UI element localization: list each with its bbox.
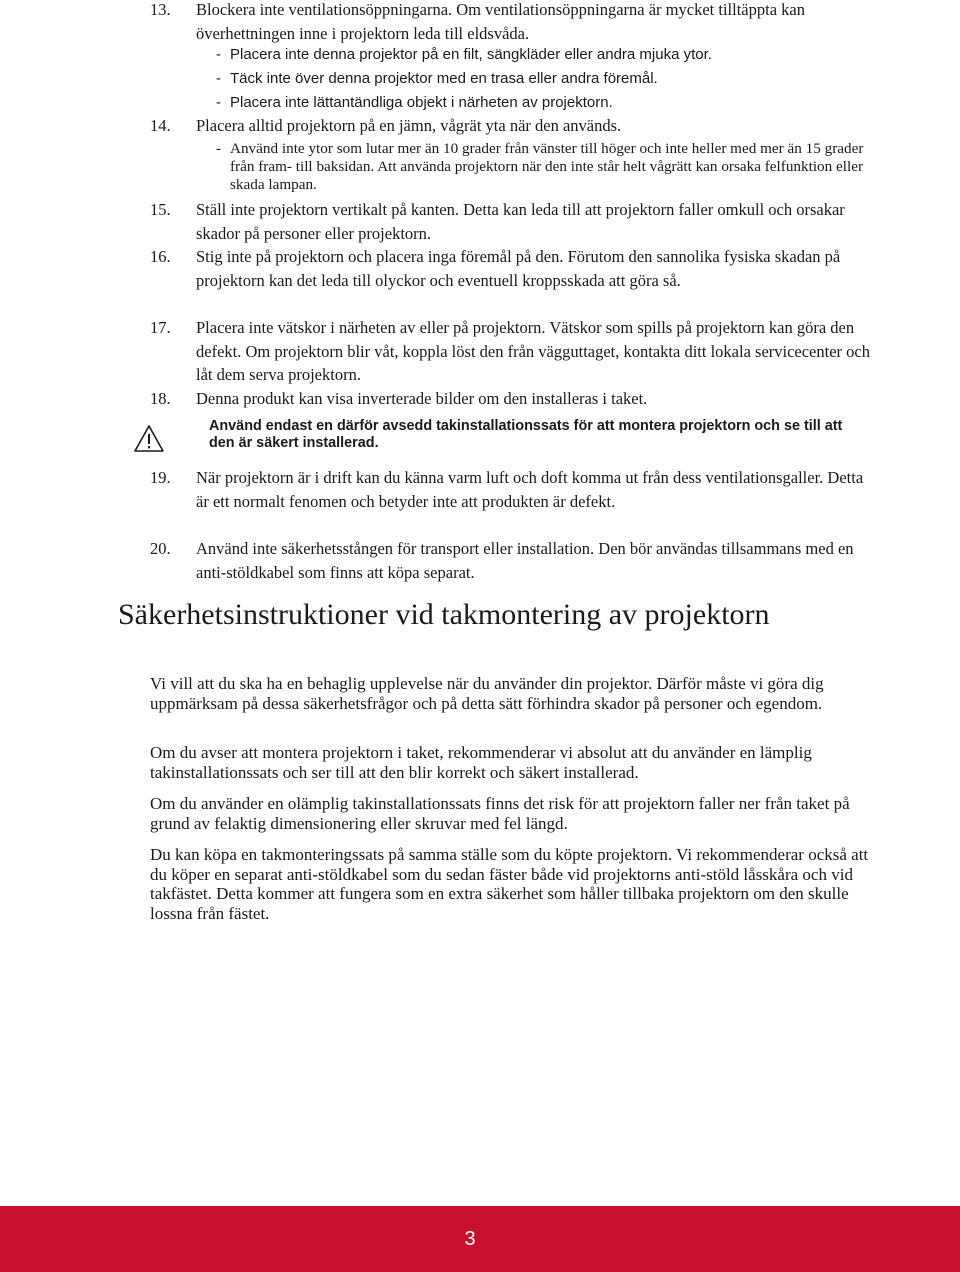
paragraph: Du kan köpa en takmonteringssats på samma ställe som du köpte projektorn. Vi rekommenderar också att du köper en separat anti-stöldkabel som du sedan fäster både vid projektorns anti-stöld låsskåra och vid takfästet. Detta kommer att fungera som en extra säkerhet som håller tillbaka projektorn om den skulle lossna från fästet. [150,845,869,923]
item-number: 20. [150,539,171,558]
sub-item: - Täck inte över denna projektor med en trasa eller andra föremål. [216,67,876,91]
item-text: Placera inte vätskor i närheten av eller på projektorn. Vätskor som spills på projektorn kan göra den defekt. Om projektorn blir våt, koppla löst den från vägguttaget, kontakta ditt lokala servicecenter och låt dem serva projektorn. [196,318,870,384]
warning-text: Använd endast en därför avsedd takinstallationssats för att montera projektorn och se till att den är säkert installerad. [209,418,843,451]
list-item-18 [150,387,870,411]
sub-item-text: Placera inte denna projektor på en filt, sängkläder eller andra mjuka ytor. [230,46,712,63]
list-item-19 [150,466,870,513]
item-number: 15. [150,200,171,219]
section-heading: Säkerhetsinstruktioner vid takmontering av projektorn [118,598,770,631]
list-item-14 [150,114,870,138]
item-text: Placera alltid projektorn på en jämn, vågrät yta när den används. [196,116,622,135]
item-text: Ställ inte projektorn vertikalt på kanten. Detta kan leda till att projektorn faller omkull och orsakar skador på personer eller projektorn. [196,200,845,243]
item-text: När projektorn är i drift kan du känna varm luft och doft komma ut från dess ventilationsgaller. Detta är ett normalt fenomen och betyder inte att produkten är defekt. [196,468,864,511]
sub-item: - Placera inte denna projektor på en filt, sängkläder eller andra mjuka ytor. [216,43,876,67]
item-number: 16. [150,247,171,266]
warning-note [130,418,870,452]
item-number: 14. [150,116,171,135]
list-item-13 [150,0,870,45]
list-item-20 [150,537,870,584]
item-number: 18. [150,389,171,408]
list-item-15 [150,198,870,245]
item-number: 13. [150,0,171,19]
item-number: 17. [150,318,171,337]
list-item-17 [150,316,870,387]
sub-item-text: Placera inte lättantändliga objekt i närheten av projektorn. [230,94,613,111]
list-item-16 [150,245,870,292]
item-text: Denna produkt kan visa inverterade bilder om den installeras i taket. [196,389,648,408]
item-text: Använd inte säkerhetsstången för transport eller installation. Den bör användas tillsammans med en anti-stöldkabel som finns att köpa separat. [196,539,854,582]
sub-item-text: Täck inte över denna projektor med en trasa eller andra föremål. [230,70,658,87]
paragraph: Om du använder en olämplig takinstallationssats finns det risk för att projektorn faller ner från taket på grund av felaktig dimensionering eller skruvar med fel längd. [150,794,850,833]
paragraph: Vi vill att du ska ha en behaglig upplevelse när du använder din projektor. Därför måste vi göra dig uppmärksam på dessa säkerhetsfrågor och på detta sätt förhindra skador på personer och egendom. [150,674,824,713]
item-text: Blockera inte ventilationsöppningarna. Om ventilationsöppningarna är mycket tilltäppta kan överhettningen inne i projektorn leda till eldsvåda. [196,0,805,43]
item-number: 19. [150,468,171,487]
warning-triangle-icon [133,424,165,454]
sub-item: - Placera inte lättantändliga objekt i närheten av projektorn. [216,91,876,115]
item-text: Stig inte på projektorn och placera inga föremål på den. Förutom den sannolika fysiska skadan på projektorn kan det leda till olyckor och eventuell kroppsskada att göra så. [196,247,841,290]
page-number: 3 [464,1228,476,1250]
sub-item-text: Använd inte ytor som lutar mer än 10 grader från vänster till höger och inte heller med mer än 15 grader från fram- till baksidan. Att använda projektorn när den inte står helt vågrätt kan orsaka felfunktion eller skada lampan. [230,140,864,193]
page-footer [0,1206,960,1272]
sub-item: - Använd inte ytor som lutar mer än 10 grader från vänster till höger och inte heller med mer än 15 grader från fram- till baksidan. Att använda projektorn när den inte står helt vågrätt kan orsaka felfunktion eller skada lampan. [216,140,876,194]
paragraph: Om du avser att montera projektorn i taket, rekommenderar vi absolut att du använder en lämplig takinstallationssats och ser till att den blir korrekt och säkert installerad. [150,743,812,782]
